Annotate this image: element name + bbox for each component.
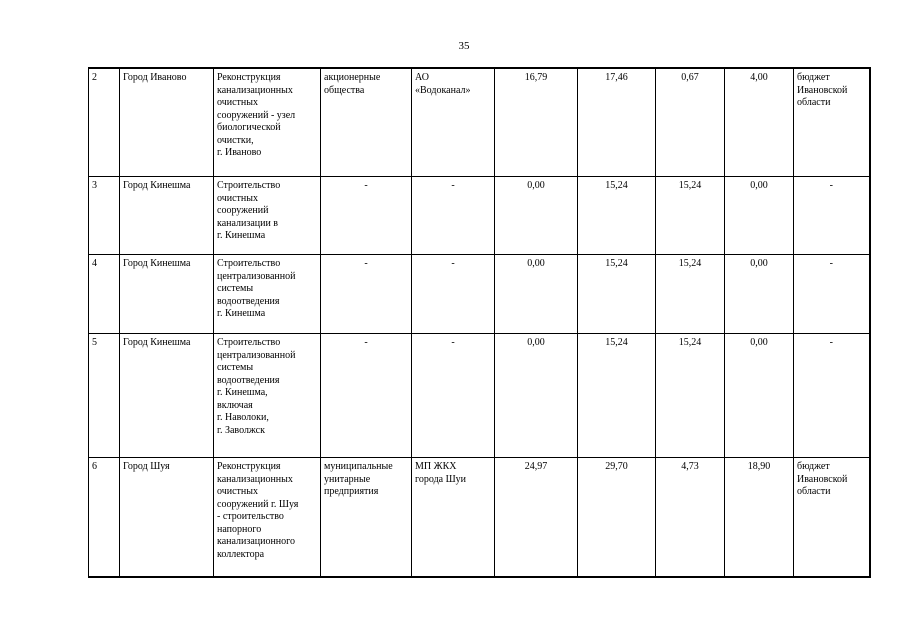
- row-number: 4: [89, 255, 120, 334]
- org-form-cell: -: [321, 177, 412, 255]
- value-cell-3: 4,73: [656, 458, 725, 578]
- municipality-cell: Город Кинешма: [120, 255, 214, 334]
- value-cell-1: 0,00: [495, 177, 578, 255]
- project-cell: Строительство централизованной системы водоотведения г. Кинешма: [214, 255, 321, 334]
- value-cell-3: 15,24: [656, 334, 725, 458]
- funding-source-cell: -: [794, 334, 870, 458]
- value-cell-3: 15,24: [656, 255, 725, 334]
- value-cell-1: 16,79: [495, 68, 578, 177]
- table-row: [89, 334, 870, 458]
- value-cell-1: 24,97: [495, 458, 578, 578]
- row-number: 2: [89, 68, 120, 177]
- funding-source-cell: бюджет Ивановской области: [794, 68, 870, 177]
- municipality-cell: Город Шуя: [120, 458, 214, 578]
- municipality-cell: Город Кинешма: [120, 334, 214, 458]
- value-cell-3: 0,67: [656, 68, 725, 177]
- value-cell-4: 0,00: [725, 255, 794, 334]
- value-cell-3: 15,24: [656, 177, 725, 255]
- org-name-cell: -: [412, 334, 495, 458]
- page-number: 35: [458, 40, 470, 52]
- funding-source-cell: бюджет Ивановской области: [794, 458, 870, 578]
- row-number: 5: [89, 334, 120, 458]
- value-cell-4: 4,00: [725, 68, 794, 177]
- value-cell-4: 0,00: [725, 334, 794, 458]
- org-name-cell: -: [412, 255, 495, 334]
- investment-table: [88, 67, 871, 578]
- project-cell: Строительство очистных сооружений канализации в г. Кинешма: [214, 177, 321, 255]
- value-cell-2: 15,24: [578, 334, 656, 458]
- org-form-cell: акционерные общества: [321, 68, 412, 177]
- value-cell-2: 29,70: [578, 458, 656, 578]
- value-cell-1: 0,00: [495, 334, 578, 458]
- org-name-cell: -: [412, 177, 495, 255]
- org-form-cell: -: [321, 334, 412, 458]
- value-cell-2: 15,24: [578, 255, 656, 334]
- table-row: [89, 68, 870, 177]
- org-name-cell: АО «Водоканал»: [412, 68, 495, 177]
- row-number: 6: [89, 458, 120, 578]
- project-cell: Реконструкция канализационных очистных сооружений г. Шуя - строительство напорного канализационного коллектора: [214, 458, 321, 578]
- value-cell-2: 15,24: [578, 177, 656, 255]
- project-cell: Строительство централизованной системы водоотведения г. Кинешма, включая г. Наволоки, г. Заволжск: [214, 334, 321, 458]
- table-row: [89, 177, 870, 255]
- funding-source-cell: -: [794, 255, 870, 334]
- project-cell: Реконструкция канализационных очистных сооружений - узел биологической очистки, г. Иваново: [214, 68, 321, 177]
- org-form-cell: -: [321, 255, 412, 334]
- row-number: 3: [89, 177, 120, 255]
- value-cell-4: 18,90: [725, 458, 794, 578]
- table-row: [89, 458, 870, 578]
- value-cell-2: 17,46: [578, 68, 656, 177]
- org-form-cell: муниципальные унитарные предприятия: [321, 458, 412, 578]
- org-name-cell: МП ЖКХ города Шуи: [412, 458, 495, 578]
- municipality-cell: Город Иваново: [120, 68, 214, 177]
- value-cell-1: 0,00: [495, 255, 578, 334]
- table-row: [89, 255, 870, 334]
- municipality-cell: Город Кинешма: [120, 177, 214, 255]
- value-cell-4: 0,00: [725, 177, 794, 255]
- funding-source-cell: -: [794, 177, 870, 255]
